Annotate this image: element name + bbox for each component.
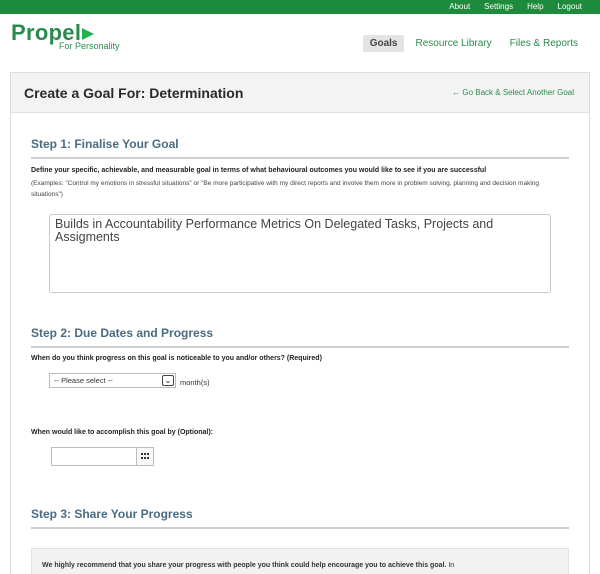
step2-heading: Step 2: Due Dates and Progress <box>31 326 214 340</box>
logo-tagline: For Personality <box>59 41 120 51</box>
help-link[interactable]: Help <box>527 2 544 11</box>
progress-question: When do you think progress on this goal is noticeable to you and/or others? (Required) <box>31 355 322 362</box>
calendar-button[interactable] <box>136 447 154 466</box>
logo-wordmark: Propel <box>11 20 82 45</box>
accomplish-question: When would like to accomplish this goal by (Optional): <box>31 429 214 436</box>
accomplish-date-input[interactable] <box>51 447 137 466</box>
play-arrow-icon <box>82 28 94 40</box>
chevron-down-icon[interactable]: ⌄ <box>162 375 174 386</box>
propel-logo[interactable] <box>11 20 120 51</box>
share-note-text: We highly recommend that you share your progress with people you think could help encourage you to achieve this goal. <box>42 562 447 569</box>
back-link[interactable]: ← Go Back & Select Another Goal <box>452 88 574 97</box>
goal-textarea[interactable]: Builds in Accountability Performance Metrics On Delegated Tasks, Projects and Assigments <box>49 214 551 293</box>
select-value: -- Please select -- <box>54 376 113 385</box>
step3-heading: Step 3: Share Your Progress <box>31 507 193 521</box>
top-links <box>449 1 582 12</box>
calendar-icon <box>141 453 149 460</box>
step1-examples: (Examples: "Control my emotions in stressful situations" or "Be more participative with my direct reports and involve them more in problem solving, planning and decision making situations") <box>31 180 540 198</box>
months-unit-label: month(s) <box>180 378 210 387</box>
step1-divider <box>31 157 569 159</box>
nav-files-reports[interactable]: Files & Reports <box>509 38 578 49</box>
panel-header <box>11 73 589 113</box>
step1-heading: Step 1: Finalise Your Goal <box>31 137 179 151</box>
page-title: Create a Goal For: Determination <box>24 85 244 101</box>
step2-divider <box>31 346 569 348</box>
step3-divider <box>31 527 569 529</box>
about-link[interactable]: About <box>449 2 471 11</box>
step1-question: Define your specific, achievable, and measurable goal in terms of what behavioural outcomes you would like to see if you are successful <box>31 167 487 174</box>
share-note-continuation: In <box>448 562 455 569</box>
main-nav <box>359 35 585 52</box>
logout-link[interactable]: Logout <box>557 2 582 11</box>
settings-link[interactable]: Settings <box>484 2 514 11</box>
nav-goals[interactable]: Goals <box>363 35 405 52</box>
top-bar <box>0 0 600 14</box>
share-recommendation-note <box>31 548 569 574</box>
nav-resource-library[interactable]: Resource Library <box>415 38 492 49</box>
goal-panel <box>10 72 590 574</box>
progress-months-select[interactable] <box>49 373 176 388</box>
